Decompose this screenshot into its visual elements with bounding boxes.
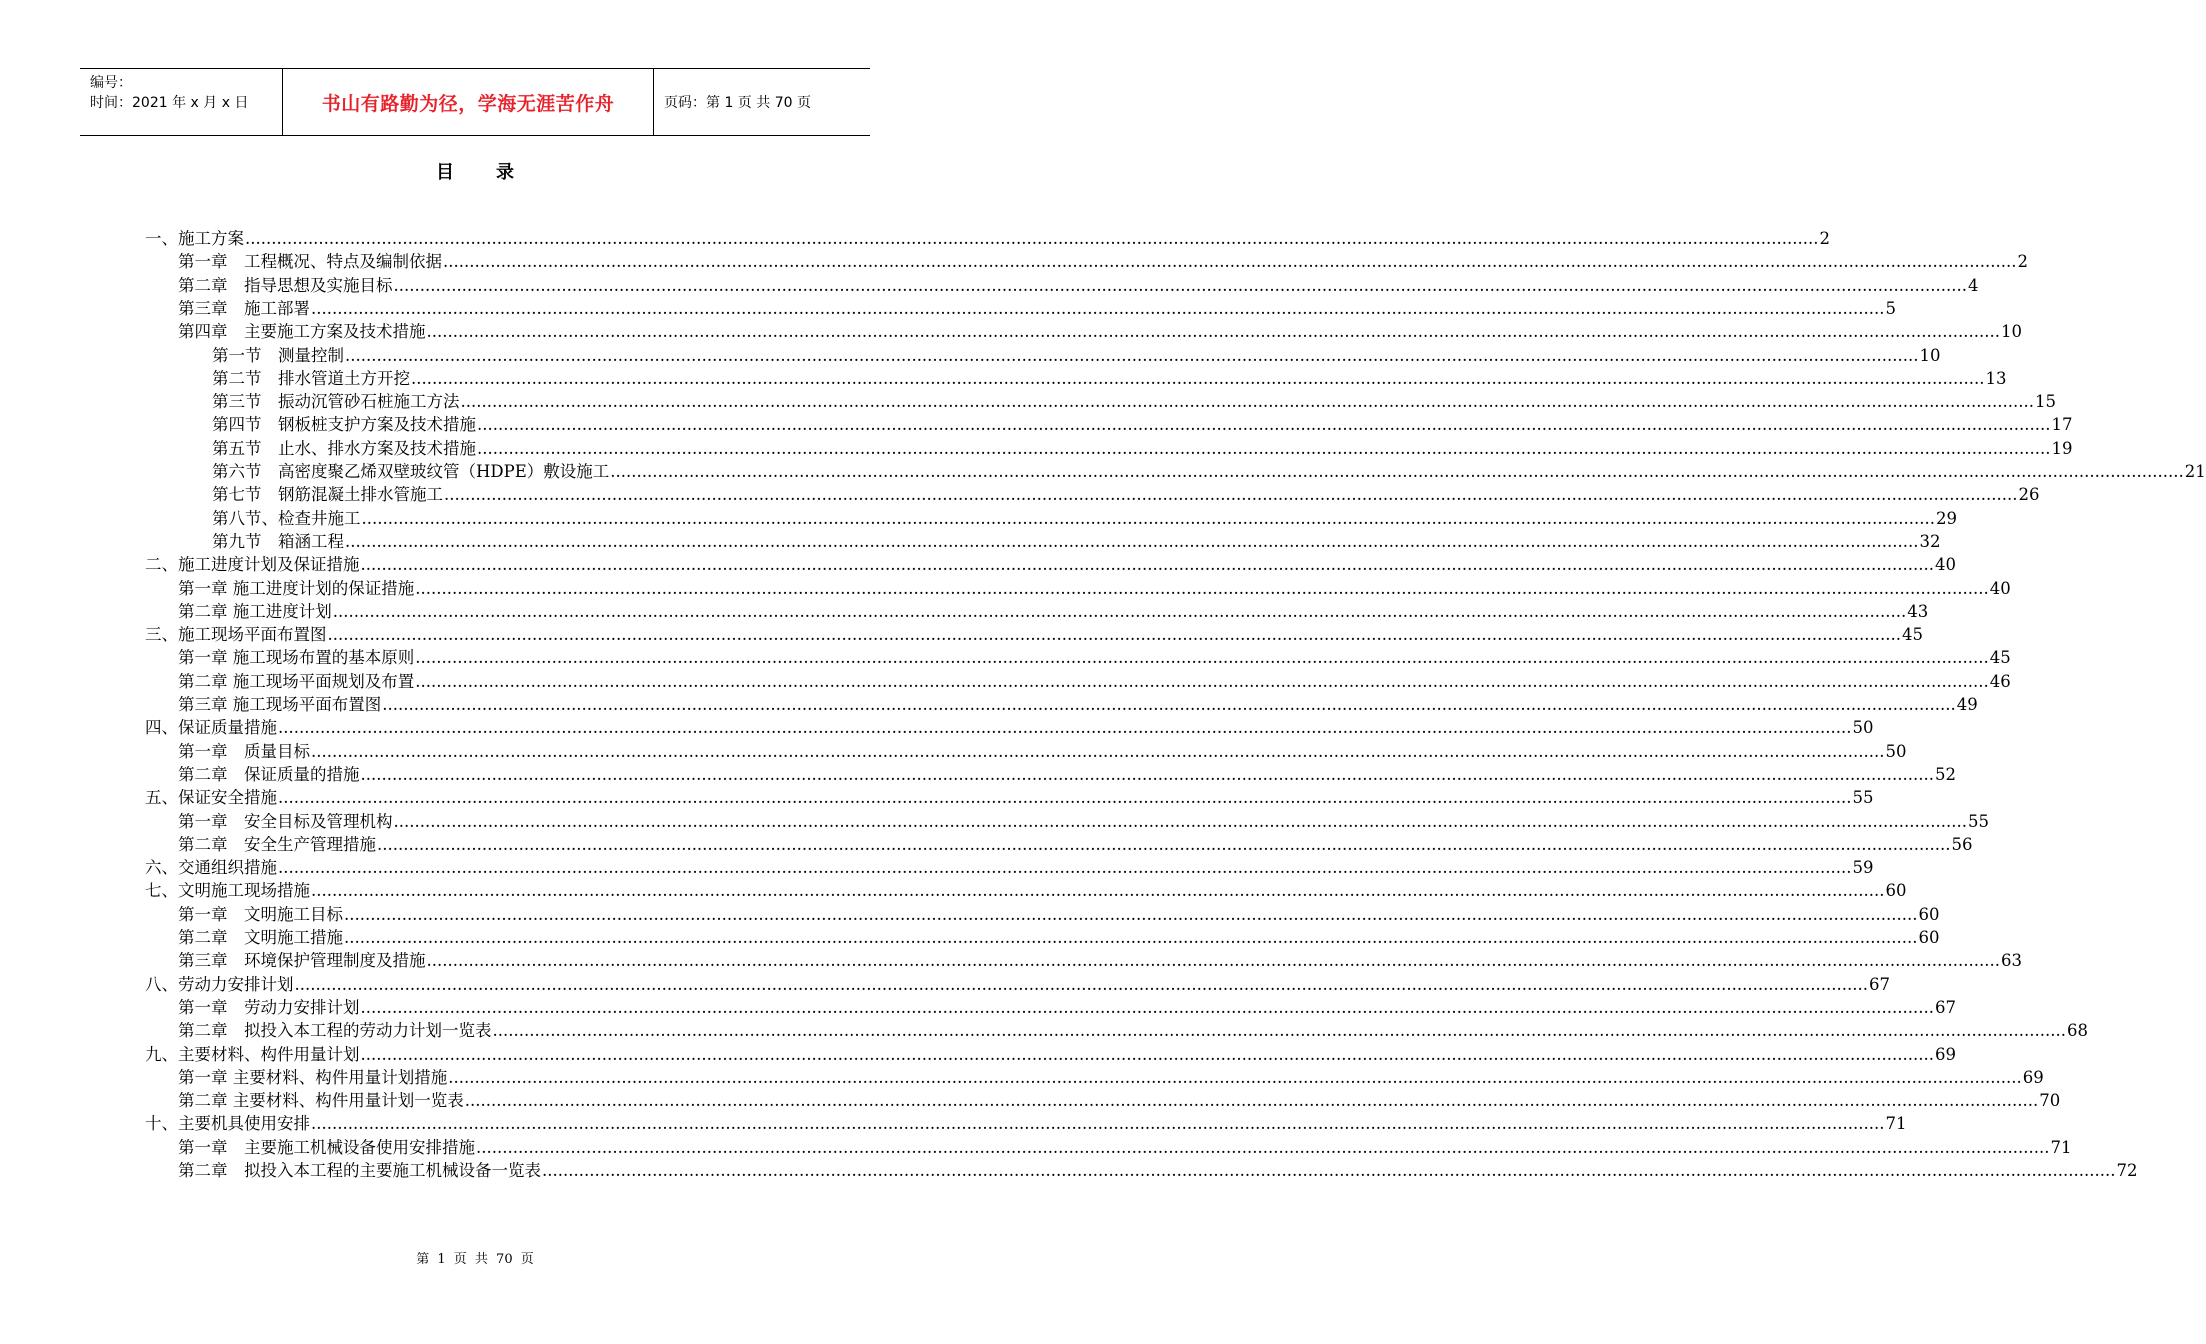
toc-entry[interactable] bbox=[145, 855, 1874, 878]
toc-entry-page: 40 bbox=[1934, 555, 1956, 575]
toc-entry-page: 67 bbox=[1868, 974, 1890, 994]
toc-entry[interactable] bbox=[178, 645, 2011, 668]
toc-entry-page: 55 bbox=[1852, 788, 1874, 808]
toc-entry-page: 13 bbox=[1985, 368, 2007, 388]
toc-entry[interactable] bbox=[178, 1018, 2088, 1041]
toc-entry-label: 第一章 主要材料、构件用量计划措施 bbox=[178, 1067, 448, 1087]
toc-leader-dots: ............................................................................................................................................................................................................................................................................................................ bbox=[278, 718, 1852, 738]
toc-entry-page: 67 bbox=[1934, 997, 1956, 1017]
toc-entry[interactable] bbox=[178, 599, 1929, 622]
toc-entry[interactable] bbox=[145, 622, 1923, 645]
toc-entry[interactable] bbox=[178, 273, 1979, 296]
toc-entry-label: 第九节 箱涵工程 bbox=[212, 531, 344, 551]
toc-leader-dots: ............................................................................................................................................................................................................................................................................................................ bbox=[477, 438, 2051, 458]
toc-entry-label: 八、劳动力安排计划 bbox=[145, 974, 294, 994]
toc-entry-page: 50 bbox=[1885, 741, 1907, 761]
toc-entry[interactable] bbox=[145, 715, 1874, 738]
toc-entry-page: 72 bbox=[2116, 1161, 2138, 1180]
header-meta bbox=[80, 69, 282, 135]
toc-entry[interactable] bbox=[178, 739, 1907, 762]
toc-entry-page: 2 bbox=[2017, 252, 2028, 272]
toc-entry-label: 第二章 主要材料、构件用量计划一览表 bbox=[178, 1091, 464, 1111]
toc-entry-page: 40 bbox=[1989, 578, 2011, 598]
toc-leader-dots: ............................................................................................................................................................................................................................................................................................................ bbox=[448, 1067, 2022, 1087]
toc-entry[interactable] bbox=[178, 1088, 2061, 1111]
toc-entry[interactable] bbox=[178, 1065, 2044, 1088]
toc-entry-page: 26 bbox=[2018, 485, 2040, 505]
toc-entry-page: 5 bbox=[1885, 298, 1896, 318]
toc-entry-page: 4 bbox=[1967, 275, 1979, 295]
toc-entry-label: 第八节、检查井施工 bbox=[212, 508, 361, 528]
toc-entry-page: 17 bbox=[2051, 415, 2073, 435]
toc-entry-label: 第一章 施工进度计划的保证措施 bbox=[178, 578, 415, 598]
toc-entry-label: 第三节 振动沉管砂石桩施工方法 bbox=[212, 392, 460, 412]
toc-entry-page: 45 bbox=[1989, 648, 2011, 668]
toc-entry-page: 43 bbox=[1907, 601, 1929, 621]
page-footer: 第 1 页 共 70 页 bbox=[416, 1252, 534, 1267]
toc-entry-label: 第一章 工程概况、特点及编制依据 bbox=[178, 252, 442, 272]
toc-entry[interactable] bbox=[212, 459, 2206, 482]
header-motto: 书山有路勤为径，学海无涯苦作舟 bbox=[282, 69, 654, 135]
toc-title: 目录 bbox=[436, 162, 556, 183]
toc-leader-dots: ............................................................................................................................................................................................................................................................................................................ bbox=[492, 1021, 2066, 1041]
toc-entry[interactable] bbox=[178, 249, 2028, 272]
toc-leader-dots: ............................................................................................................................................................................................................................................................................................................ bbox=[443, 252, 2017, 272]
toc-entry-label: 六、交通组织措施 bbox=[145, 858, 277, 878]
toc-entry[interactable] bbox=[145, 1042, 1956, 1065]
toc-entry-page: 70 bbox=[2039, 1091, 2061, 1111]
toc-entry-page: 46 bbox=[1989, 671, 2011, 691]
toc-entry-page: 60 bbox=[1918, 904, 1940, 924]
toc-leader-dots: ............................................................................................................................................................................................................................................................................................................ bbox=[311, 741, 1885, 761]
toc-entry[interactable] bbox=[212, 529, 1941, 552]
toc-leader-dots: ............................................................................................................................................................................................................................................................................................................ bbox=[393, 275, 1967, 295]
toc-entry-label: 五、保证安全措施 bbox=[145, 788, 277, 808]
toc-entry-label: 第一章 劳动力安排计划 bbox=[178, 997, 360, 1017]
toc-entry[interactable] bbox=[145, 878, 1907, 901]
toc-entry[interactable] bbox=[178, 832, 1973, 855]
toc-leader-dots: ............................................................................................................................................................................................................................................................................................................ bbox=[332, 601, 1907, 621]
toc-leader-dots: ............................................................................................................................................................................................................................................................................................................ bbox=[245, 229, 1819, 248]
toc-entry[interactable] bbox=[145, 785, 1874, 808]
page-header bbox=[80, 68, 870, 136]
toc-leader-dots: ............................................................................................................................................................................................................................................................................................................ bbox=[415, 648, 1989, 668]
toc-leader-dots: ............................................................................................................................................................................................................................................................................................................ bbox=[415, 671, 1989, 691]
toc-entry[interactable] bbox=[178, 296, 1896, 319]
toc-entry-label: 第六节 高密度聚乙烯双壁玻纹管（HDPE）敷设施工 bbox=[212, 462, 610, 481]
toc-entry-page: 49 bbox=[1956, 695, 1978, 714]
toc-entry[interactable] bbox=[178, 762, 1956, 785]
toc-entry-label: 第二章 拟投入本工程的主要施工机械设备一览表 bbox=[178, 1161, 541, 1180]
toc-entry-page: 71 bbox=[2050, 1137, 2072, 1157]
toc-entry[interactable] bbox=[178, 319, 2022, 342]
toc-entry-label: 第二章 文明施工措施 bbox=[178, 928, 343, 947]
toc-entry-label: 四、保证质量措施 bbox=[145, 718, 277, 738]
toc-entry[interactable] bbox=[178, 669, 2011, 692]
toc-entry-label: 第一章 主要施工机械设备使用安排措施 bbox=[178, 1137, 475, 1157]
toc-leader-dots: ............................................................................................................................................................................................................................................................................................................ bbox=[426, 322, 2000, 342]
toc-entry[interactable] bbox=[178, 902, 1940, 925]
document-time-label: 时间：2021 年 x 月 x 日 bbox=[90, 95, 249, 111]
toc-leader-dots: ............................................................................................................................................................................................................................................................................................................ bbox=[344, 928, 1918, 947]
toc-leader-dots: ............................................................................................................................................................................................................................................................................................................ bbox=[345, 531, 1919, 551]
toc-entry[interactable] bbox=[178, 809, 1989, 832]
toc-entry-page: 21 bbox=[2184, 462, 2206, 481]
toc-leader-dots: ............................................................................................................................................................................................................................................................................................................ bbox=[476, 1137, 2050, 1157]
toc-entry-page: 59 bbox=[1852, 858, 1874, 878]
toc-entry-label: 第三章 施工部署 bbox=[178, 298, 310, 318]
toc-entry[interactable] bbox=[212, 343, 1941, 366]
toc-leader-dots: ............................................................................................................................................................................................................................................................................................................ bbox=[477, 415, 2051, 435]
toc-entry-label: 第一节 测量控制 bbox=[212, 345, 344, 365]
toc-entry-page: 50 bbox=[1852, 718, 1874, 738]
toc-leader-dots: ............................................................................................................................................................................................................................................................................................................ bbox=[278, 858, 1852, 878]
toc-entry[interactable] bbox=[178, 995, 1956, 1018]
toc-entry-page: 2 bbox=[1819, 229, 1830, 248]
toc-entry-label: 第三章 施工现场平面布置图 bbox=[178, 695, 382, 714]
toc-leader-dots: ............................................................................................................................................................................................................................................................................................................ bbox=[360, 555, 1934, 575]
toc-entry-label: 十、主要机具使用安排 bbox=[145, 1114, 310, 1134]
toc-leader-dots: ............................................................................................................................................................................................................................................................................................................ bbox=[360, 764, 1934, 784]
toc-entry-page: 19 bbox=[2051, 438, 2073, 458]
toc-entry[interactable] bbox=[178, 948, 2022, 971]
toc-entry-label: 第一章 文明施工目标 bbox=[178, 904, 343, 924]
toc-entry-label: 第五节 止水、排水方案及技术措施 bbox=[212, 438, 476, 458]
toc-entry-page: 52 bbox=[1934, 764, 1956, 784]
toc-entry[interactable] bbox=[178, 925, 1940, 948]
toc-leader-dots: ............................................................................................................................................................................................................................................................................................................ bbox=[311, 1114, 1885, 1134]
toc-entry-label: 第七节 钢筋混凝土排水管施工 bbox=[212, 485, 443, 505]
toc-entry-page: 29 bbox=[1935, 508, 1957, 528]
header-page-info: 页码：第 1 页 共 70 页 bbox=[664, 95, 811, 111]
toc-leader-dots: ............................................................................................................................................................................................................................................................................................................ bbox=[294, 974, 1868, 994]
toc-entry[interactable] bbox=[178, 1158, 2138, 1181]
toc-entry[interactable] bbox=[178, 692, 1978, 715]
toc-entry[interactable] bbox=[212, 436, 2073, 459]
toc-leader-dots: ............................................................................................................................................................................................................................................................................................................ bbox=[460, 392, 2034, 412]
toc-leader-dots: ............................................................................................................................................................................................................................................................................................................ bbox=[361, 508, 1935, 528]
toc-entry-label: 第二章 指导思想及实施目标 bbox=[178, 275, 393, 295]
toc-entry-page: 71 bbox=[1885, 1114, 1907, 1134]
toc-leader-dots: ............................................................................................................................................................................................................................................................................................................ bbox=[426, 951, 2000, 971]
toc-leader-dots: ............................................................................................................................................................................................................................................................................................................ bbox=[311, 881, 1885, 901]
toc-leader-dots: ............................................................................................................................................................................................................................................................................................................ bbox=[360, 1044, 1934, 1064]
toc-entry-label: 第一章 施工现场布置的基本原则 bbox=[178, 648, 415, 668]
toc-entry[interactable] bbox=[178, 576, 2011, 599]
toc-entry-page: 56 bbox=[1951, 834, 1973, 854]
toc-entry-label: 第二章 保证质量的措施 bbox=[178, 764, 360, 784]
toc-entry-page: 55 bbox=[1967, 811, 1989, 831]
toc-leader-dots: ............................................................................................................................................................................................................................................................................................................ bbox=[327, 625, 1901, 645]
toc-entry-label: 七、文明施工现场措施 bbox=[145, 881, 310, 901]
toc-entry-page: 60 bbox=[1885, 881, 1907, 901]
toc-leader-dots: ............................................................................................................................................................................................................................................................................................................ bbox=[464, 1091, 2039, 1111]
toc-leader-dots: ............................................................................................................................................................................................................................................................................................................ bbox=[411, 368, 1985, 388]
toc-leader-dots: ............................................................................................................................................................................................................................................................................................................ bbox=[345, 345, 1919, 365]
toc-entry-label: 第二节 排水管道土方开挖 bbox=[212, 368, 410, 388]
toc-entry-label: 第一章 质量目标 bbox=[178, 741, 310, 761]
toc-leader-dots: ............................................................................................................................................................................................................................................................................................................ bbox=[382, 695, 1956, 714]
toc-leader-dots: ............................................................................................................................................................................................................................................................................................................ bbox=[278, 788, 1852, 808]
toc-entry-label: 第四节 钢板桩支护方案及技术措施 bbox=[212, 415, 476, 435]
toc-entry-page: 68 bbox=[2066, 1021, 2088, 1041]
toc-leader-dots: ............................................................................................................................................................................................................................................................................................................ bbox=[610, 462, 2184, 481]
toc-entry[interactable] bbox=[212, 366, 2007, 389]
toc-entry-label: 第一章 安全目标及管理机构 bbox=[178, 811, 393, 831]
toc-entry[interactable] bbox=[145, 552, 1956, 575]
document-number-label: 编号： bbox=[90, 75, 132, 91]
toc-entry-page: 69 bbox=[1934, 1044, 1956, 1064]
toc-entry-label: 第二章 施工现场平面规划及布置 bbox=[178, 671, 415, 691]
toc-leader-dots: ............................................................................................................................................................................................................................................................................................................ bbox=[377, 834, 1951, 854]
toc-entry-label: 九、主要材料、构件用量计划 bbox=[145, 1044, 360, 1064]
toc-entry[interactable] bbox=[145, 226, 1830, 249]
toc-entry[interactable] bbox=[212, 412, 2073, 435]
toc-entry[interactable] bbox=[145, 1111, 1907, 1134]
toc-entry-label: 第二章 拟投入本工程的劳动力计划一览表 bbox=[178, 1021, 492, 1041]
toc-entry-page: 15 bbox=[2034, 392, 2056, 412]
toc-entry-label: 三、施工现场平面布置图 bbox=[145, 625, 327, 645]
toc-entry-page: 10 bbox=[1919, 345, 1941, 365]
toc-entry-page: 69 bbox=[2022, 1067, 2044, 1087]
toc-entry-label: 一、施工方案 bbox=[145, 229, 244, 248]
toc-entry-page: 32 bbox=[1919, 531, 1941, 551]
toc-leader-dots: ............................................................................................................................................................................................................................................................................................................ bbox=[542, 1161, 2116, 1180]
toc-entry-label: 第二章 安全生产管理措施 bbox=[178, 834, 376, 854]
toc-entry-page: 10 bbox=[2000, 322, 2022, 342]
toc-entry[interactable] bbox=[212, 506, 1957, 529]
toc-leader-dots: ............................................................................................................................................................................................................................................................................................................ bbox=[360, 997, 1934, 1017]
toc-entry-label: 第四章 主要施工方案及技术措施 bbox=[178, 322, 426, 342]
toc-entry[interactable] bbox=[212, 389, 2056, 412]
toc-leader-dots: ............................................................................................................................................................................................................................................................................................................ bbox=[344, 904, 1918, 924]
toc-entry-page: 60 bbox=[1918, 928, 1940, 947]
toc-entry[interactable] bbox=[178, 1135, 2072, 1158]
toc-leader-dots: ............................................................................................................................................................................................................................................................................................................ bbox=[393, 811, 1967, 831]
toc-entry-page: 63 bbox=[2000, 951, 2022, 971]
toc-leader-dots: ............................................................................................................................................................................................................................................................................................................ bbox=[444, 485, 2018, 505]
toc-leader-dots: ............................................................................................................................................................................................................................................................................................................ bbox=[415, 578, 1989, 598]
toc-entry-label: 二、施工进度计划及保证措施 bbox=[145, 555, 360, 575]
toc-entry[interactable] bbox=[145, 972, 1890, 995]
toc-entry-page: 45 bbox=[1901, 625, 1923, 645]
toc-leader-dots: ............................................................................................................................................................................................................................................................................................................ bbox=[311, 298, 1885, 318]
toc-entry-label: 第三章 环境保护管理制度及措施 bbox=[178, 951, 426, 971]
toc-entry-label: 第二章 施工进度计划 bbox=[178, 601, 332, 621]
toc-entry[interactable] bbox=[212, 482, 2040, 505]
